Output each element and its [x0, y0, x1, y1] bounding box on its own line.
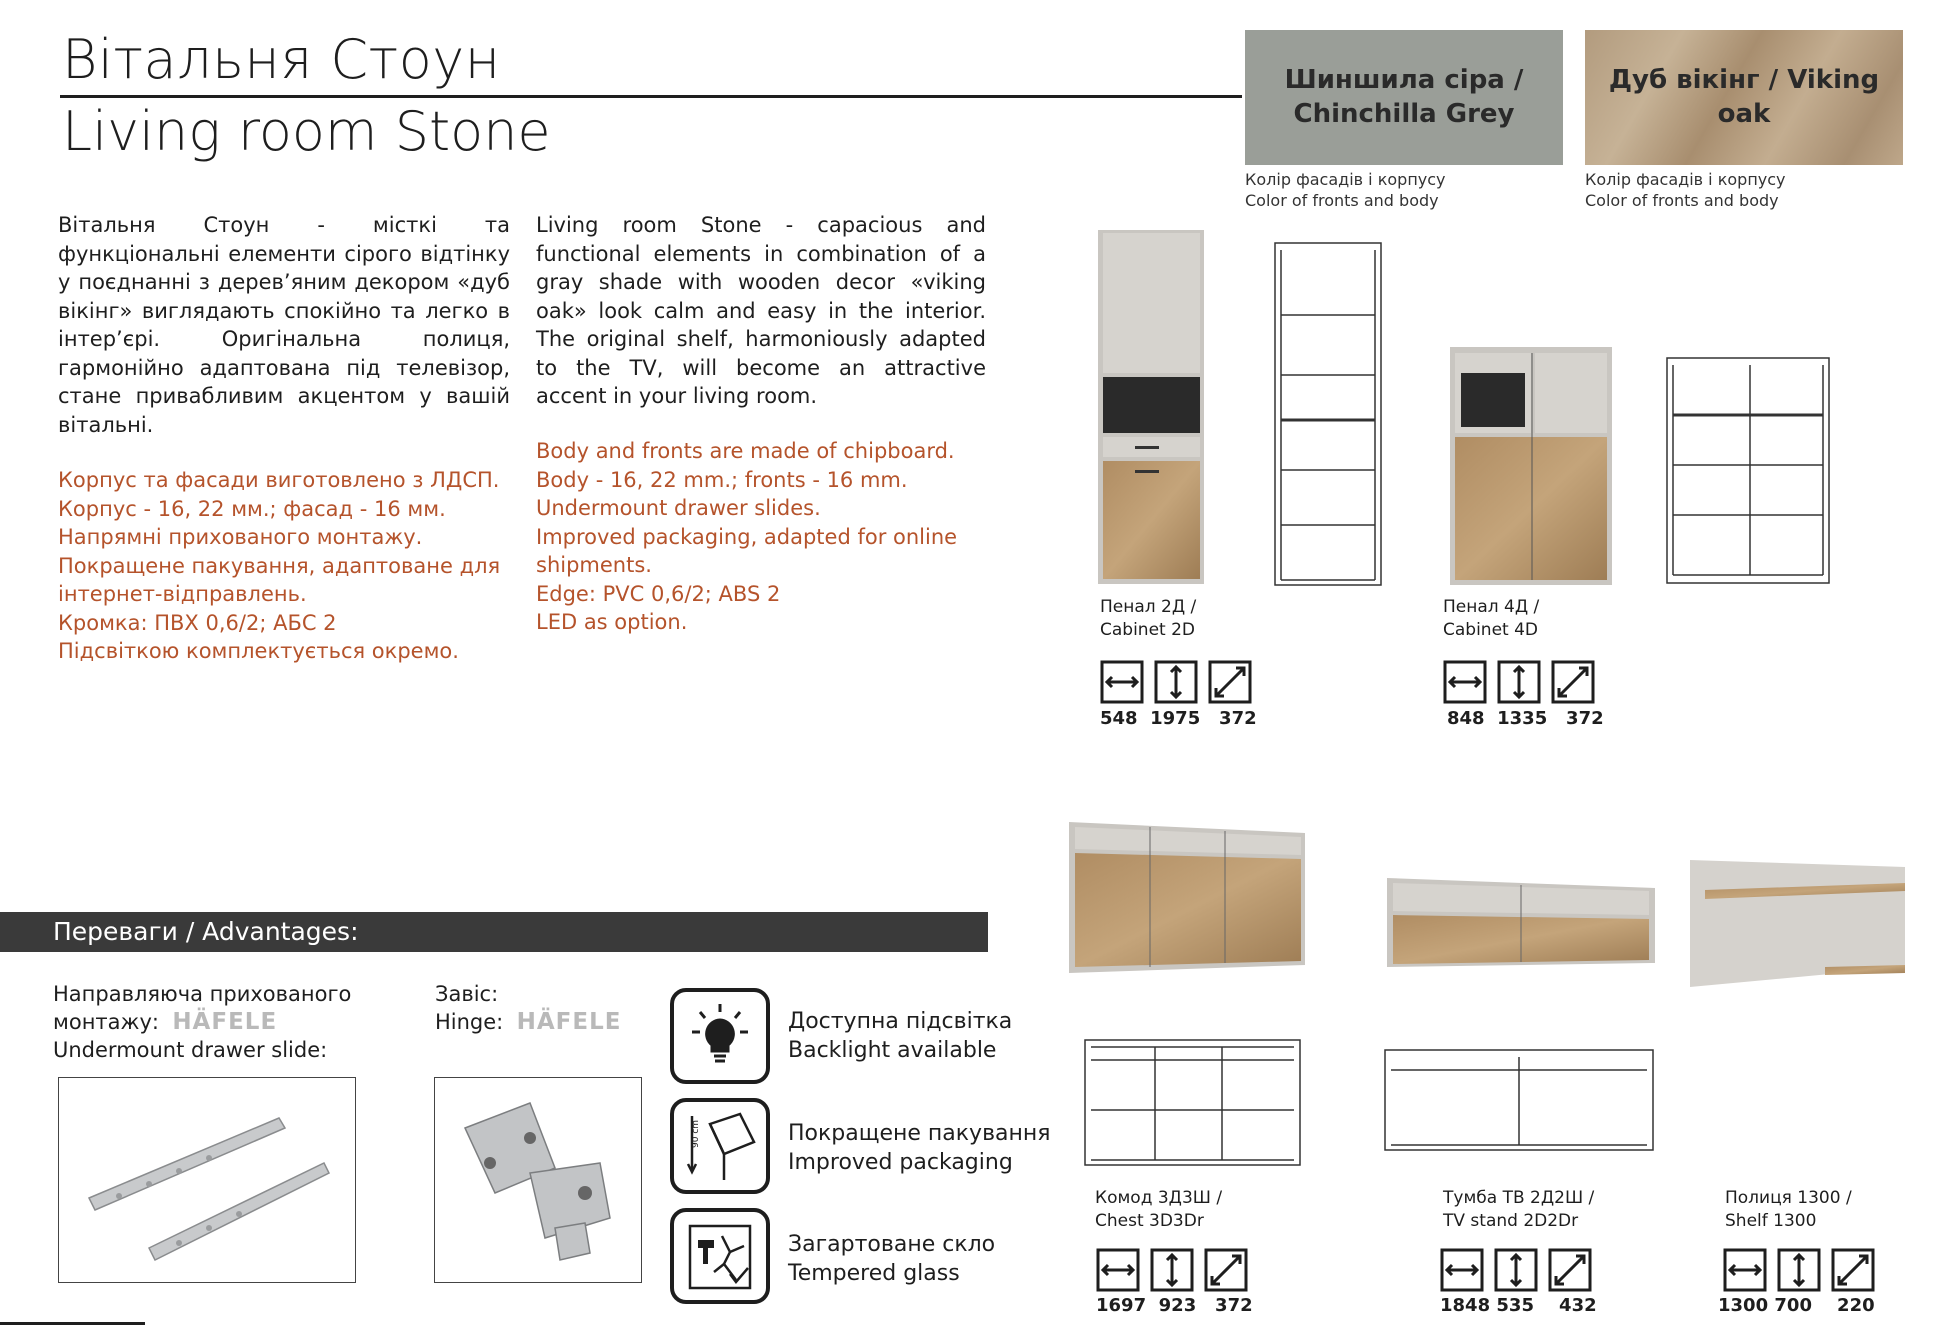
dimension-icons [1443, 660, 1603, 706]
specs-en: Body and fronts are made of chipboard. Body - 16, 22 mm.; fronts - 16 mm. Undermount drawer slides. Improved packaging, adapted for online shipments. Edge: PVC 0,6/2; ABS 2 LED as option. [536, 439, 958, 634]
dimension-icons [1723, 1248, 1883, 1294]
dimension-icons [1100, 660, 1260, 706]
cabinet-4d-drawing [1667, 358, 1829, 583]
dims-tv-stand [1440, 1248, 1600, 1298]
swatch-chinchilla-grey [1245, 30, 1563, 165]
cabinet-2d-photo [1098, 230, 1204, 584]
chest-photo [1069, 822, 1305, 973]
swatch-viking-oak [1585, 30, 1903, 165]
chest-drawing [1085, 1040, 1300, 1165]
furniture-illustrations-top [1095, 225, 1935, 595]
swatch-grey-label-1: Шиншила сіра / [1284, 64, 1524, 95]
description-en: Living room Stone - capacious and functional elements in combination of a gray shade with wooden decor «viking oak» look calm and easy in the interior. The original shelf, harmoniously adapted to the TV, will become an attractive accent in your living room. [536, 213, 986, 408]
tempered-glass-icon [670, 1208, 770, 1304]
shelf-photo [1690, 860, 1905, 987]
dims-values-cabinet-4d: 848 1335 372 [1447, 708, 1604, 729]
dims-cabinet-4d [1443, 660, 1603, 710]
dims-cabinet-2d [1100, 660, 1260, 710]
swatch-grey-caption: Колір фасадів і корпусу Color of fronts and body [1245, 170, 1446, 210]
hafele-logo: HÄFELE [516, 1009, 622, 1035]
cabinet-2d-drawing [1275, 243, 1381, 585]
swatch-oak-caption: Колір фасадів і корпусу Color of fronts and body [1585, 170, 1786, 210]
swatch-grey-label-2: Chinchilla Grey [1293, 98, 1515, 129]
title-divider [60, 95, 1242, 98]
backlight-icon [670, 988, 770, 1084]
dimension-icons [1096, 1248, 1256, 1294]
dims-values-shelf: 1300 700 220 [1718, 1295, 1875, 1316]
description-uk: Вітальня Стоун - місткі та функціональні елементи сірого відтінку у поєднанні з дерев’яним декором «дуб вікінг» виглядають спокійно та легко в інтер’єрі. Оригінальна полиця, гармонійно адаптована під телевізор, стане привабливим акцентом у вашій вітальні. [58, 213, 510, 437]
dims-chest [1096, 1248, 1256, 1298]
product-caption-tv-stand: Тумба ТВ 2Д2Ш / TV stand 2D2Dr [1443, 1188, 1595, 1231]
specs-uk: Корпус та фасади виготовлено з ЛДСП. Корпус - 16, 22 мм.; фасад - 16 мм. Напрямні прихованого монтажу. Покращене пакування, адаптоване для інтернет-відправлень. Кромка: ПВХ 0,6/2; АБС 2 Підсвіткою комплектується окремо. [58, 468, 501, 663]
feature-packaging: Покращене пакування Improved packaging [788, 1121, 1051, 1175]
page-title-en: Living room Stone [62, 100, 551, 163]
dims-values-cabinet-2d: 548 1975 372 [1100, 708, 1257, 729]
dimension-icons [1440, 1248, 1600, 1294]
hafele-logo: HÄFELE [172, 1009, 278, 1035]
packaging-icon [670, 1098, 770, 1194]
hinge-info: Завіс: Hinge: HÄFELE [435, 982, 622, 1035]
svg-text:90 cm: 90 cm [691, 1119, 701, 1148]
drawer-slide-photo [58, 1077, 356, 1283]
product-caption-shelf: Полиця 1300 / Shelf 1300 [1725, 1188, 1852, 1231]
cabinet-4d-photo [1450, 347, 1612, 585]
product-caption-chest: Комод 3Д3Ш / Chest 3D3Dr [1095, 1188, 1223, 1231]
dims-shelf [1723, 1248, 1883, 1298]
drawer-slide-info: Направляюча прихованого монтажу: HÄFELE Undermount drawer slide: [53, 982, 352, 1062]
page-title-uk: Вітальня Стоун [62, 28, 501, 91]
advantages-header: Переваги / Advantages: [0, 912, 988, 952]
feature-tempered-glass: Загартоване скло Tempered glass [788, 1232, 996, 1286]
furniture-illustrations-bottom [1065, 815, 1915, 1175]
dims-values-tv-stand: 1848 535 432 [1440, 1295, 1597, 1316]
tv-stand-drawing [1385, 1050, 1653, 1150]
product-caption-cabinet-4d: Пенал 4Д / Cabinet 4D [1443, 597, 1540, 640]
dims-values-chest: 1697 923 372 [1096, 1295, 1253, 1316]
feature-backlight: Доступна підсвітка Backlight available [788, 1009, 1013, 1063]
tv-stand-photo [1387, 878, 1655, 967]
product-caption-cabinet-2d: Пенал 2Д / Cabinet 2D [1100, 597, 1197, 640]
hinge-photo [434, 1077, 642, 1283]
swatch-oak-label: Дуб вікінг / Viking oak [1608, 64, 1880, 129]
